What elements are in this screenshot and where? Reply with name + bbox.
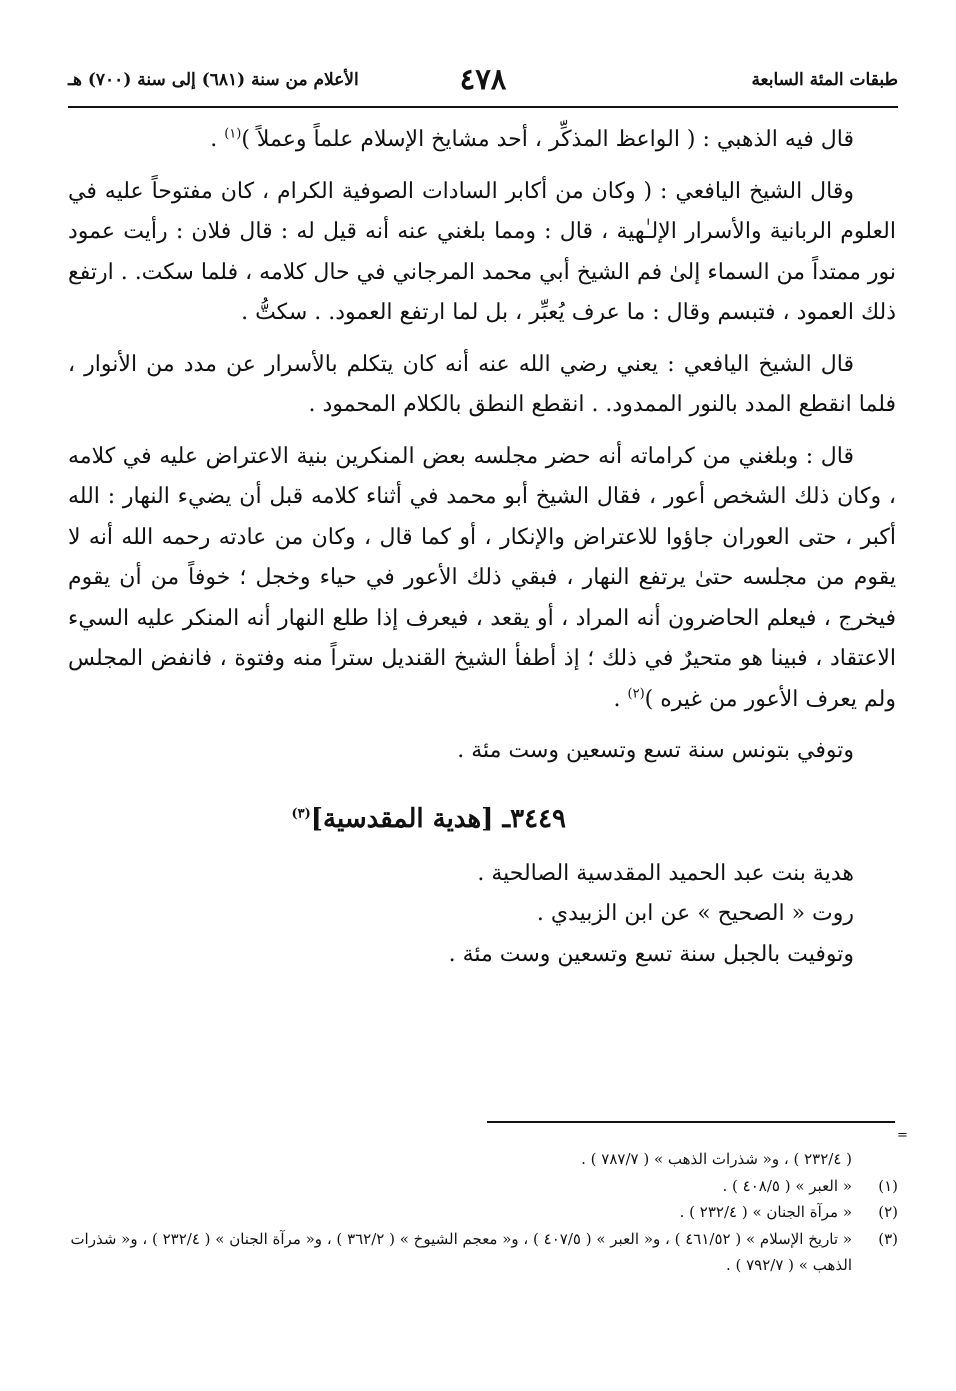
entry-title: ٣٤٤٩ـ [هدية المقدسية] xyxy=(310,803,566,834)
paragraph-text: قال الشيخ اليافعي : يعني رضي الله عنه أنه كان يتكلم بالأسرار عن مدد من الأنوار ، فلما انقطع المدد بالنور الممدود. . انقطع النطق بالكلام المحمود . xyxy=(68,351,896,417)
entry-line: وتوفيت بالجبل سنة تسع وتسعين وست مئة . xyxy=(448,941,854,967)
header-book-section: طبقات المئة السابعة xyxy=(751,70,898,90)
page-number: ٤٧٨ xyxy=(459,62,507,96)
footnote-continuation-mark: = xyxy=(897,1128,908,1143)
entry-line: روت « الصحيح » عن ابن الزبيدي . xyxy=(536,901,854,926)
paragraph-text: وقال الشيخ اليافعي : ( وكان من أكابر السادات الصوفية الكرام ، كان مفتوحاً عليه في العلوم الربانية والأسرار الإلـٰهية ، قال : ومما بلغني عنه أنه قيل له : قال فلان : رأيت عمود نور ممتداً من السماء إلىٰ فم الشيخ أبي محمد المرجاني في حال كلامه ، فلما سكت. . ارتفع ذلك العمود ، فتبسم وقال : ما عرف يُعبِّر ، بل لما ارتفع العمود. . سكتُّ . xyxy=(68,178,896,325)
running-header xyxy=(68,62,898,108)
footnote xyxy=(68,1226,898,1279)
paragraph-end: . xyxy=(613,686,628,712)
footnote-text: « مرآة الجنان » ( ٢٣٢/٤ ) . xyxy=(679,1203,852,1221)
paragraph-text: قال فيه الذهبي : ( الواعظ المذكِّر ، أحد مشايخ الإسلام علماً وعملاً ) xyxy=(241,127,854,152)
paragraph xyxy=(68,345,896,426)
paragraph-text: قال : وبلغني من كراماته أنه حضر مجلسه بعض المنكرين بنية الاعتراض عليه في كلامه ، وكان ذلك الشخص أعور ، فقال الشيخ أبو محمد في أثناء كلامه قبل أن يضيء النهار : الله أكبر ، حتى العوران جاؤوا للاعتراض والإنكار ، أو كما قال ، وكان من عادته رحمه الله أنه لا يقوم من مجلسه حتىٰ يرتفع النهار ، فبقي ذلك الأعور في حياء وخجل ؛ خوفاً من أن يقوم فيخرج ، فيعلم الحاضرون أنه المراد ، أو يقعد ، فيعرف إذا طلع النهار أنه المنكر عليه السيء الاعتقاد ، فبينا هو متحيرٌ في ذلك ؛ إذ أطفأ الشيخ القنديل ستراً منه وفتوة ، فانفض المجلس ولم يعرف الأعور من غيره ) xyxy=(68,443,896,712)
entry-heading xyxy=(68,796,896,842)
paragraph xyxy=(68,731,896,772)
footnotes xyxy=(68,1146,898,1279)
footnote-text: « العبر » ( ٤٠٨/٥ ) . xyxy=(722,1176,852,1195)
paragraph xyxy=(68,172,896,334)
paragraph-text: وتوفي بتونس سنة تسع وتسعين وست مئة . xyxy=(457,738,854,763)
footnote xyxy=(68,1146,898,1173)
paragraph-end: . xyxy=(210,127,225,152)
footnote-number: (٣) xyxy=(878,1229,898,1248)
footnote xyxy=(68,1173,898,1200)
main-text xyxy=(68,120,896,975)
footnote-ref: (٢) xyxy=(627,686,645,702)
footnote-ref: (١) xyxy=(224,126,242,142)
entry-line: هدية بنت عبد الحميد المقدسية الصالحية . xyxy=(477,860,854,886)
footnote-text: ( ٢٣٢/٤ ) ، و« شذرات الذهب » ( ٧٨٧/٧ ) . xyxy=(581,1150,852,1168)
footnote-separator xyxy=(487,1121,895,1123)
paragraph xyxy=(68,120,896,161)
footnote-text: « تاريخ الإسلام » ( ٤٦١/٥٢ ) ، و« العبر » ( ٤٠٧/٥ ) ، و« معجم الشيوخ » ( ٣٦٢/٢ ) ، و« مرآة الجنان » ( ٢٣٢/٤ ) ، و« شذرات الذهب » ( ٧٩٢/٧ ) . xyxy=(70,1229,852,1274)
footnote xyxy=(68,1199,898,1226)
footnote-ref: (٣) xyxy=(291,805,311,821)
paragraph xyxy=(68,437,896,721)
header-year-range: الأعلام من سنة (٦٨١) إلى سنة (٧٠٠) هـ xyxy=(68,70,359,90)
footnote-number: (١) xyxy=(878,1176,898,1195)
footnote-number: (٢) xyxy=(878,1203,898,1221)
